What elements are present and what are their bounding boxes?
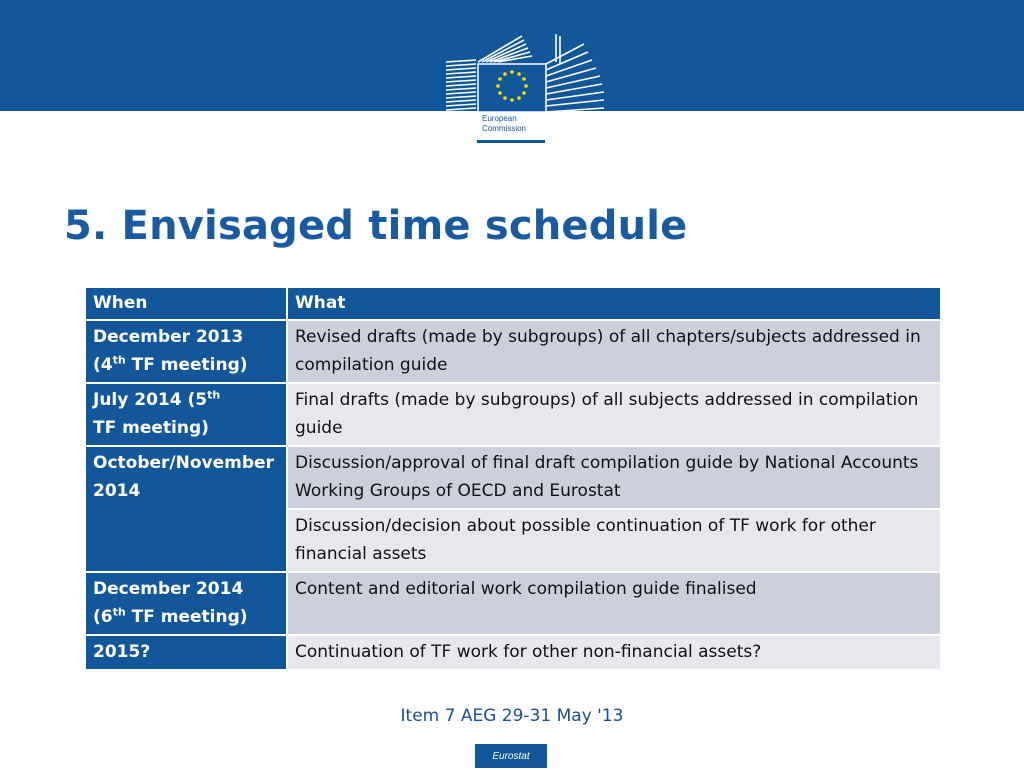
when-superscript: th (112, 353, 126, 367)
when-cell (85, 572, 287, 635)
table-row (85, 383, 941, 446)
when-cell: 2015? (85, 635, 287, 670)
footer-item-text: Item 7 AEG 29-31 May '13 (400, 706, 624, 726)
when-superscript: th (112, 605, 126, 619)
logo-underline (477, 140, 545, 143)
european-commission-logo (444, 34, 606, 144)
when-cell: October/November 2014 (85, 446, 287, 572)
logo-line-1: European (482, 114, 517, 123)
berlaymont-building-icon (444, 34, 606, 114)
logo-line-2: Commission (482, 124, 527, 133)
when-text: TF meeting) (125, 355, 248, 375)
when-cell (85, 320, 287, 383)
what-cell: Content and editorial work compilation guide finalised (287, 572, 941, 635)
what-cell: Revised drafts (made by subgroups) of all chapters/subjects addressed in compilation guide (287, 320, 941, 383)
when-text: July 2014 (5 (93, 390, 208, 410)
table-row (85, 320, 941, 383)
what-cell: Discussion/decision about possible continuation of TF work for other financial assets (287, 509, 941, 572)
table-row (85, 572, 941, 635)
when-text: TF meeting) (125, 607, 248, 627)
when-text: TF meeting) (93, 418, 209, 438)
logo-text (482, 114, 552, 134)
schedule-table (84, 286, 942, 671)
header-what: What (287, 287, 941, 320)
when-text: (6 (93, 607, 113, 627)
when-superscript: th (207, 388, 221, 402)
when-cell (85, 383, 287, 446)
what-cell: Continuation of TF work for other non-financial assets? (287, 635, 941, 670)
header-when: When (85, 287, 287, 320)
when-text: (4 (93, 355, 113, 375)
when-text: December 2014 (93, 579, 244, 599)
what-cell: Discussion/approval of final draft compilation guide by National Accounts Working Groups of OECD and Eurostat (287, 446, 941, 509)
when-text: December 2013 (93, 327, 244, 347)
table-header-row (85, 287, 941, 320)
slide-title: 5. Envisaged time schedule (64, 203, 688, 249)
what-cell: Final drafts (made by subgroups) of all subjects addressed in compilation guide (287, 383, 941, 446)
table-row (85, 446, 941, 509)
table-row (85, 635, 941, 670)
eurostat-badge: Eurostat (475, 744, 547, 768)
